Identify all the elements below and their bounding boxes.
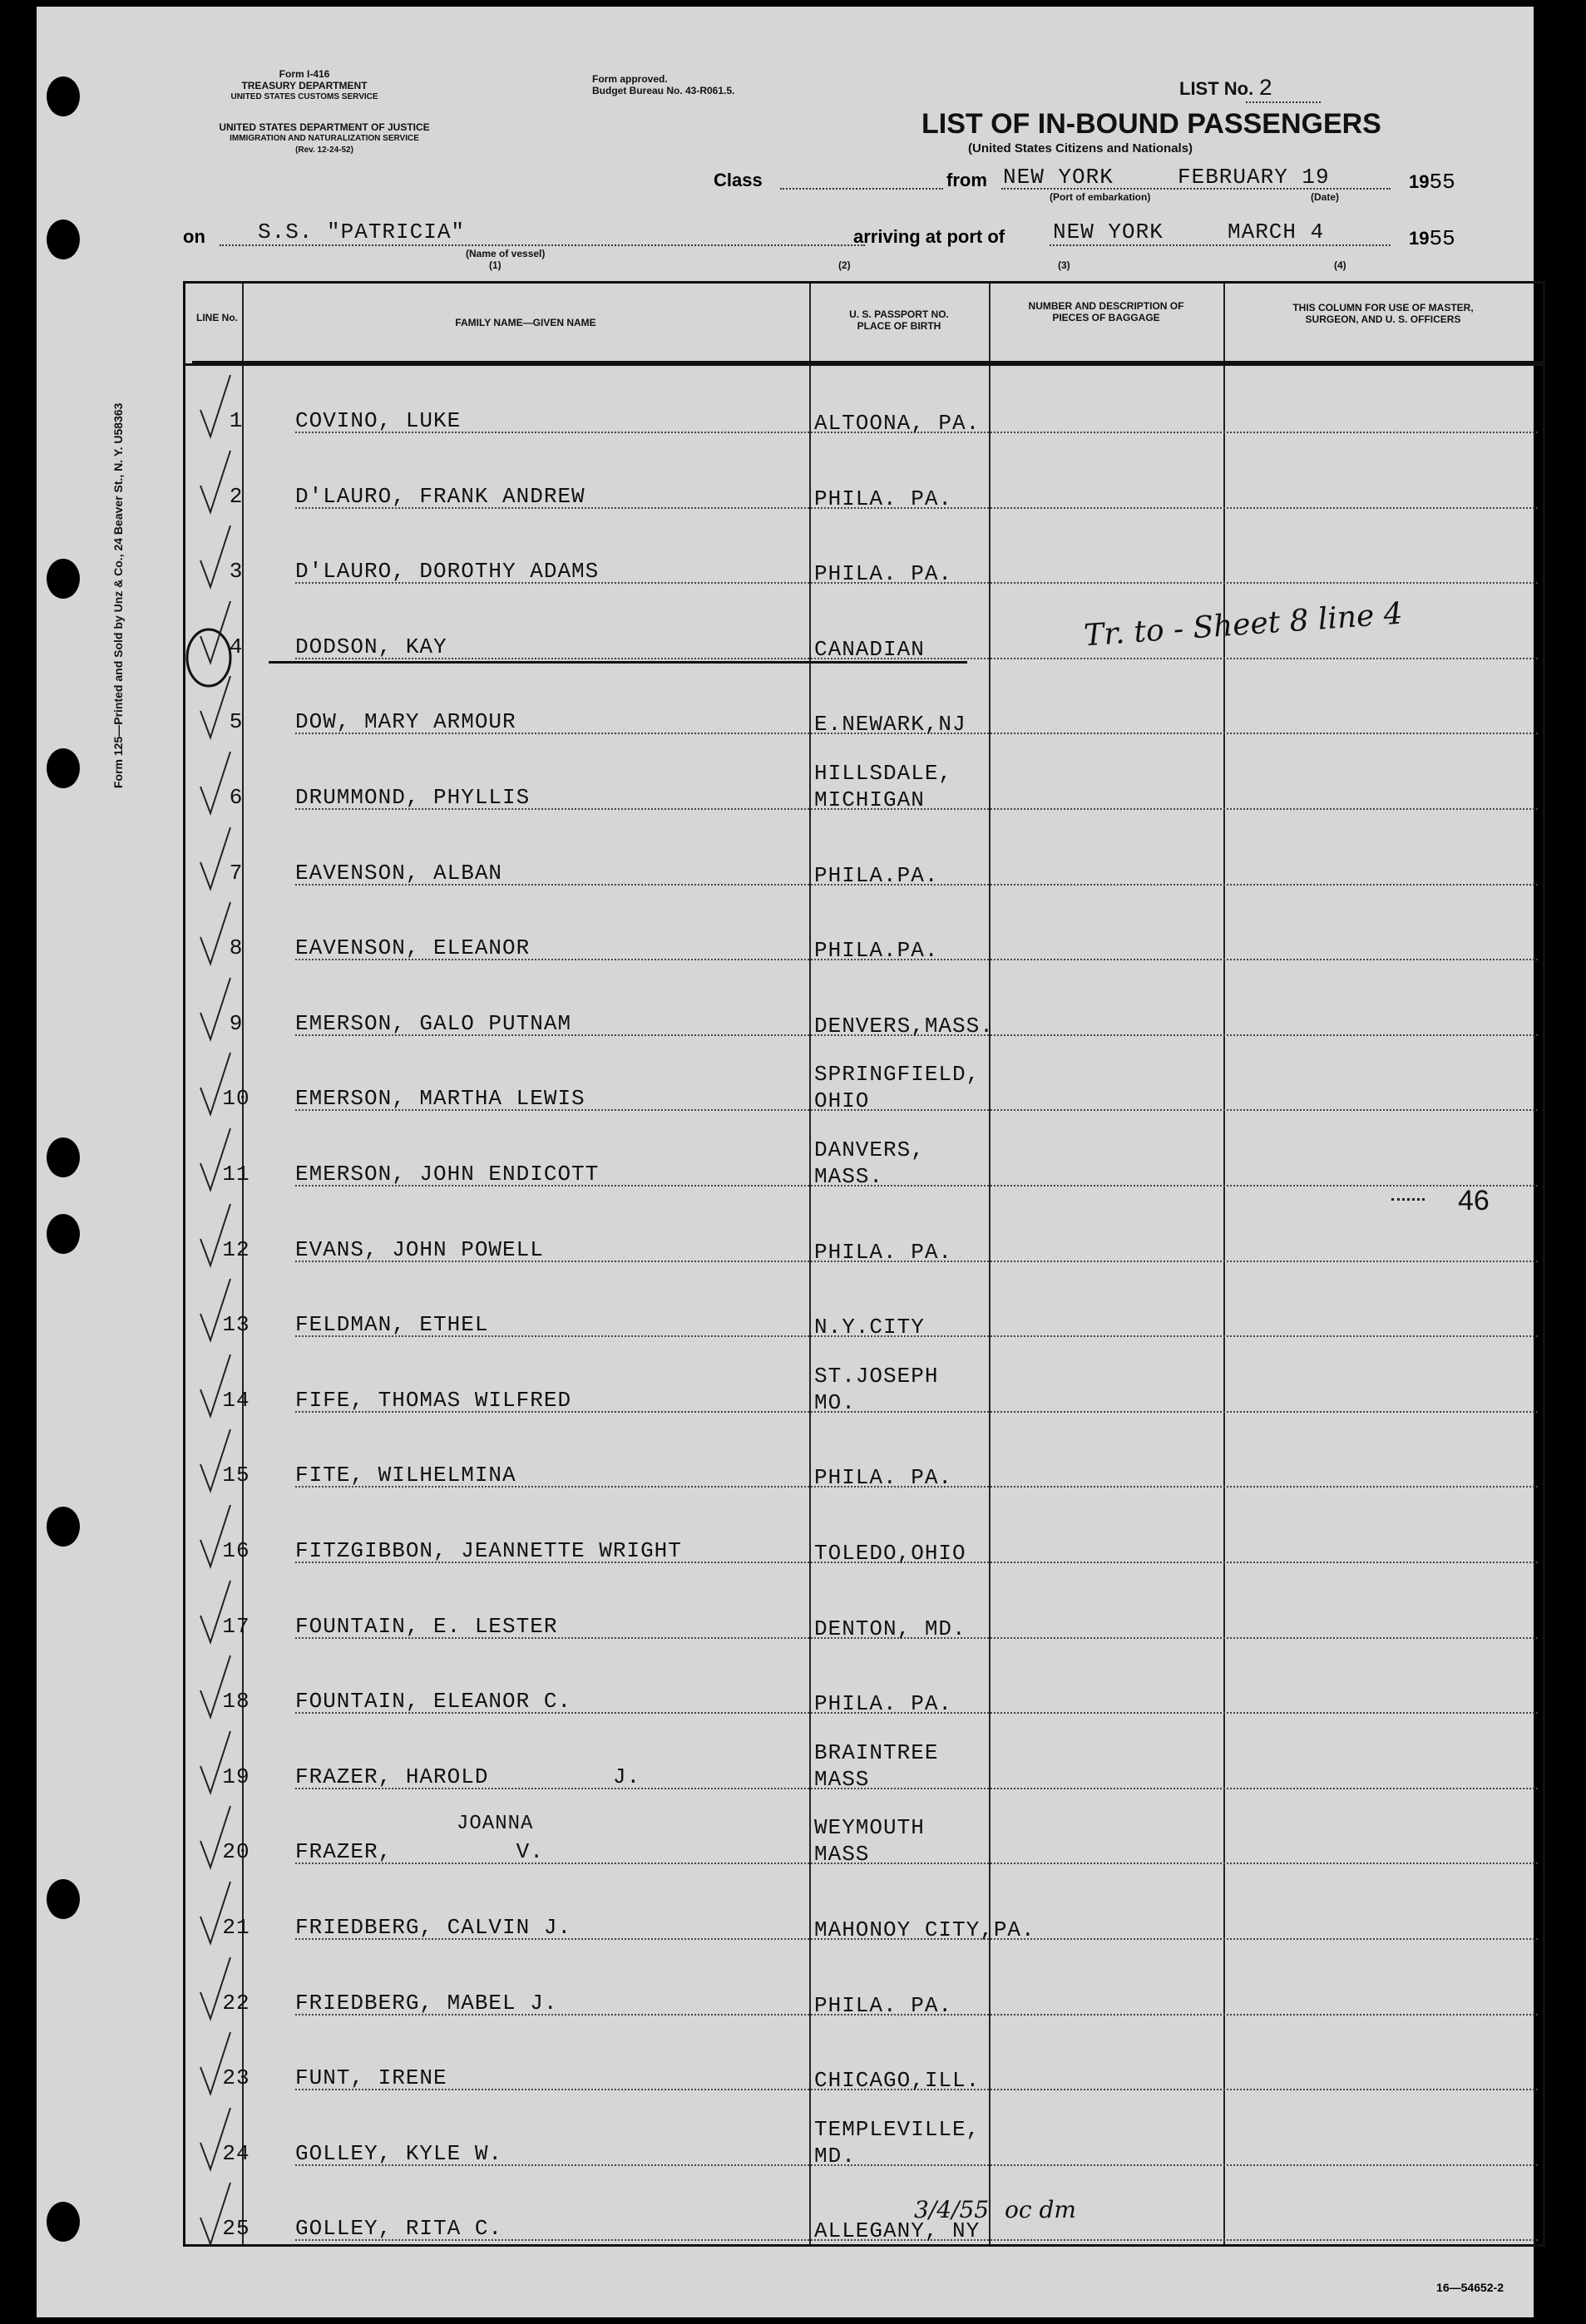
row-given-name: JOANNA [457,1813,534,1836]
row-line-number: 17 [222,1613,250,1639]
check-mark [194,1424,244,1499]
doj-block [183,121,466,156]
table-row [185,822,1543,897]
row-place-of-birth: CHICAGO,ILL. [814,2068,981,2094]
from-year-prefix: 19 [1409,171,1430,192]
row-passenger-name: EVANS, JOHN POWELL [295,1236,544,1262]
row-place-of-birth: DANVERS, MASS. [814,1137,925,1189]
table-row [185,2103,1543,2178]
list-number [1179,76,1272,102]
list-no-value: 2 [1258,76,1273,102]
strike-line [269,661,967,664]
row-line-number: 20 [222,1839,250,1865]
row-passenger-name: GOLLEY, KYLE W. [295,2140,503,2166]
check-mark [194,2178,244,2252]
punch-hole [47,1879,80,1919]
table-row [185,1123,1543,1198]
row-line-number: 3 [229,559,244,585]
department-2: UNITED STATES DEPARTMENT OF JUSTICE [219,121,430,133]
check-mark [194,1801,244,1876]
date-caption: (Date) [1311,191,1340,203]
check-mark [194,1123,244,1198]
arrival-date: MARCH 4 [1228,220,1325,244]
row-passenger-name: DODSON, KAY [295,634,447,659]
check-mark [194,973,244,1048]
arrival-port: NEW YORK [1053,220,1164,244]
row-place-of-birth: PHILA. PA. [814,1465,953,1491]
table-row [185,1877,1543,1951]
class-label: Class [714,170,763,190]
row-passenger-name: FITE, WILHELMINA [295,1463,516,1488]
row-line-number: 10 [222,1086,250,1112]
check-mark [194,2103,244,2178]
check-mark [194,1952,244,2027]
row-place-of-birth: PHILA. PA. [814,486,953,511]
check-mark [194,747,244,822]
revision: (Rev. 12-24-52) [295,146,353,155]
table-row [185,2027,1543,2102]
row-line-number: 25 [222,2216,250,2242]
row-line-number: 13 [222,1312,250,1338]
check-mark [194,1199,244,1274]
row-place-of-birth: TOLEDO,OHIO [814,1541,966,1566]
punch-hole [47,559,80,599]
embarkation-date: FEBRUARY 19 [1178,165,1330,190]
row-place-of-birth: DENVERS,MASS. [814,1013,994,1039]
punch-hole [47,1137,80,1177]
row-line-number: 15 [222,1463,250,1488]
row-place-of-birth: CANADIAN [814,636,925,662]
header-line-no: LINE No. [192,284,242,363]
row-line-number: 23 [222,2065,250,2091]
table-row [185,1952,1543,2027]
row-place-of-birth: N.Y.CITY [814,1315,925,1340]
row-passenger-name: FITZGIBBON, JEANNETTE WRIGHT [295,1538,682,1563]
form-number: Form I-416 [279,68,330,80]
row-place-of-birth: ALTOONA, PA. [814,411,981,436]
row-passenger-name: FOUNTAIN, ELEANOR C. [295,1689,572,1715]
row-place-of-birth: ST.JOSEPH MO. [814,1363,939,1415]
row-line-number: 21 [222,1915,250,1940]
table-row [185,973,1543,1048]
check-mark [194,1576,244,1650]
from-year-value: 55 [1429,170,1455,195]
table-row [185,671,1543,746]
table-row [185,1500,1543,1575]
row-place-of-birth: PHILA. PA. [814,561,953,587]
row-passenger-name: COVINO, LUKE [295,408,462,433]
vessel-name: S.S. "PATRICIA" [258,220,466,244]
table-row [185,1349,1543,1424]
check-mark [194,1726,244,1801]
row-line-number: 6 [229,785,244,810]
approval-block [592,73,734,96]
row-passenger-name: FELDMAN, ETHEL [295,1312,489,1338]
row-passenger-name: FRIEDBERG, CALVIN J. [295,1915,572,1940]
customs-service: UNITED STATES CUSTOMS SERVICE [230,92,378,101]
department: TREASURY DEPARTMENT [241,80,368,91]
arriving-label: arriving at port of [853,226,1005,247]
row-passenger-name: GOLLEY, RITA C. [295,2216,503,2242]
row-place-of-birth: WEYMOUTH MASS [814,1815,925,1868]
row-place-of-birth: MAHONOY CITY,PA. [814,1917,1035,1942]
row-passenger-name: DOW, MARY ARMOUR [295,709,516,735]
row-line-number: 2 [229,483,244,509]
header-officers: THIS COLUMN FOR USE OF MASTER, SURGEON, AND U. S. OFFICERS [1223,284,1543,363]
col2-caption: (2) [838,259,851,271]
table-row [185,897,1543,972]
check-mark [194,1274,244,1349]
row-place-of-birth: PHILA. PA. [814,1239,953,1265]
row-line-number: 1 [229,408,244,433]
row-place-of-birth: DENTON, MD. [814,1616,966,1641]
check-mark [194,1048,244,1123]
row-passenger-name: FRIEDBERG, MABEL J. [295,1990,558,2016]
table-row [185,1801,1543,1876]
table-row [185,1274,1543,1349]
table-row [185,1650,1543,1725]
circle-mark [177,624,244,691]
budget-bureau: Budget Bureau No. 43-R061.5. [592,85,735,96]
punch-hole [47,1507,80,1547]
row-passenger-name: EAVENSON, ELEANOR [295,935,531,961]
page-subtitle: (United States Citizens and Nationals) [968,141,1193,155]
row-place-of-birth: ALLEGANY, NY [814,2218,981,2244]
row-place-of-birth: TEMPLEVILLE, MD. [814,2116,981,2169]
check-mark [194,521,244,595]
port-caption: (Port of embarkation) [1050,191,1151,203]
col3-caption: (3) [1058,259,1070,271]
header-passport: U. S. PASSPORT NO. PLACE OF BIRTH [809,284,989,363]
from-year [1409,170,1455,195]
row-line-number: 7 [229,860,244,886]
table-row [185,1726,1543,1801]
table-row [185,370,1543,445]
row-line-number: 14 [222,1387,250,1413]
bottom-initials: oc dm [1005,2196,1076,2223]
printer-imprint: Form 125—Printed and Sold by Unz & Co., 24 Beaver St., N. Y. U58363 [111,402,125,788]
row-place-of-birth: SPRINGFIELD, OHIO [814,1062,981,1114]
form-block [230,68,379,103]
row-passenger-name: DRUMMOND, PHYLLIS [295,785,531,810]
on-label: on [183,226,205,247]
bottom-date: 3/4/55 [914,2196,990,2223]
check-mark [194,822,244,897]
row-line-number: 4 [229,634,244,659]
arrival-year-prefix: 19 [1409,228,1430,249]
table-row [185,446,1543,521]
passenger-table [183,281,1545,2247]
row-place-of-birth: HILLSDALE, MICHIGAN [814,761,953,812]
row-passenger-name: FIFE, THOMAS WILFRED [295,1387,572,1413]
page-number-stamp: 46 [1458,1185,1490,1216]
embarkation-port: NEW YORK [1003,165,1114,190]
row-passenger-name: D'LAURO, FRANK ANDREW [295,483,585,509]
row-passenger-name: D'LAURO, DOROTHY ADAMS [295,559,600,585]
punch-hole [47,2202,80,2242]
table-row [185,1576,1543,1650]
table-row [185,1199,1543,1274]
row-passenger-name: FUNT, IRENE [295,2065,447,2091]
arrival-year-value: 55 [1429,226,1455,251]
manifest-sheet [37,7,1534,2317]
row-place-of-birth: PHILA. PA. [814,1691,953,1717]
punch-hole [47,748,80,788]
row-passenger-name: EAVENSON, ALBAN [295,860,503,886]
row-line-number: 24 [222,2140,250,2166]
header-name: FAMILY NAME—GIVEN NAME [242,284,809,363]
row-passenger-name: EMERSON, MARTHA LEWIS [295,1086,585,1112]
row-place-of-birth: E.NEWARK,NJ [814,712,966,738]
col1-caption: (1) [489,259,501,271]
row-passenger-name: FRAZER, V. [295,1839,544,1865]
row-line-number: 22 [222,1990,250,2016]
form-approved: Form approved. [592,73,668,85]
row-passenger-name: EMERSON, JOHN ENDICOTT [295,1162,600,1187]
row-place-of-birth: BRAINTREE MASS [814,1739,939,1792]
check-mark [194,1650,244,1725]
check-mark [194,2027,244,2102]
row-passenger-name: FOUNTAIN, E. LESTER [295,1613,558,1639]
footer-code: 16—54652-2 [1436,2281,1504,2294]
punch-hole [47,76,80,116]
row-line-number: 12 [222,1236,250,1262]
table-row [185,1048,1543,1123]
vessel-caption: (Name of vessel) [466,248,546,259]
page-title: LIST OF IN-BOUND PASSENGERS [921,108,1381,140]
row-place-of-birth: PHILA.PA. [814,862,939,888]
row-line-number: 8 [229,935,244,961]
row-place-of-birth: PHILA.PA. [814,938,939,964]
row-line-number: 9 [229,1010,244,1036]
check-mark [194,1349,244,1424]
table-row [185,2178,1543,2252]
check-mark [194,370,244,445]
arrival-year [1409,226,1455,251]
row-line-number: 11 [222,1162,250,1187]
initials-note [914,2196,1076,2223]
check-mark [194,897,244,972]
punch-hole [47,1214,80,1254]
row-place-of-birth: PHILA. PA. [814,1992,953,2018]
row-passenger-name: EMERSON, GALO PUTNAM [295,1010,572,1036]
check-mark [194,1877,244,1951]
transfer-note: Tr. to - Sheet 8 line 4 [1083,596,1404,654]
list-label: LIST No. [1179,78,1254,99]
table-row [185,747,1543,822]
table-row [185,1424,1543,1499]
header-baggage: NUMBER AND DESCRIPTION OF PIECES OF BAGGAGE [989,284,1223,363]
row-line-number: 16 [222,1538,250,1563]
check-mark [194,1500,244,1575]
row-passenger-name: FRAZER, HAROLD J. [295,1764,641,1789]
ins-service: IMMIGRATION AND NATURALIZATION SERVICE [230,134,419,143]
punch-hole [47,220,80,259]
row-line-number: 19 [222,1764,250,1789]
from-label: from [946,170,987,190]
row-line-number: 18 [222,1689,250,1715]
col4-caption: (4) [1334,259,1346,271]
table-row [185,521,1543,595]
row-line-number: 5 [229,709,244,735]
check-mark [194,446,244,521]
